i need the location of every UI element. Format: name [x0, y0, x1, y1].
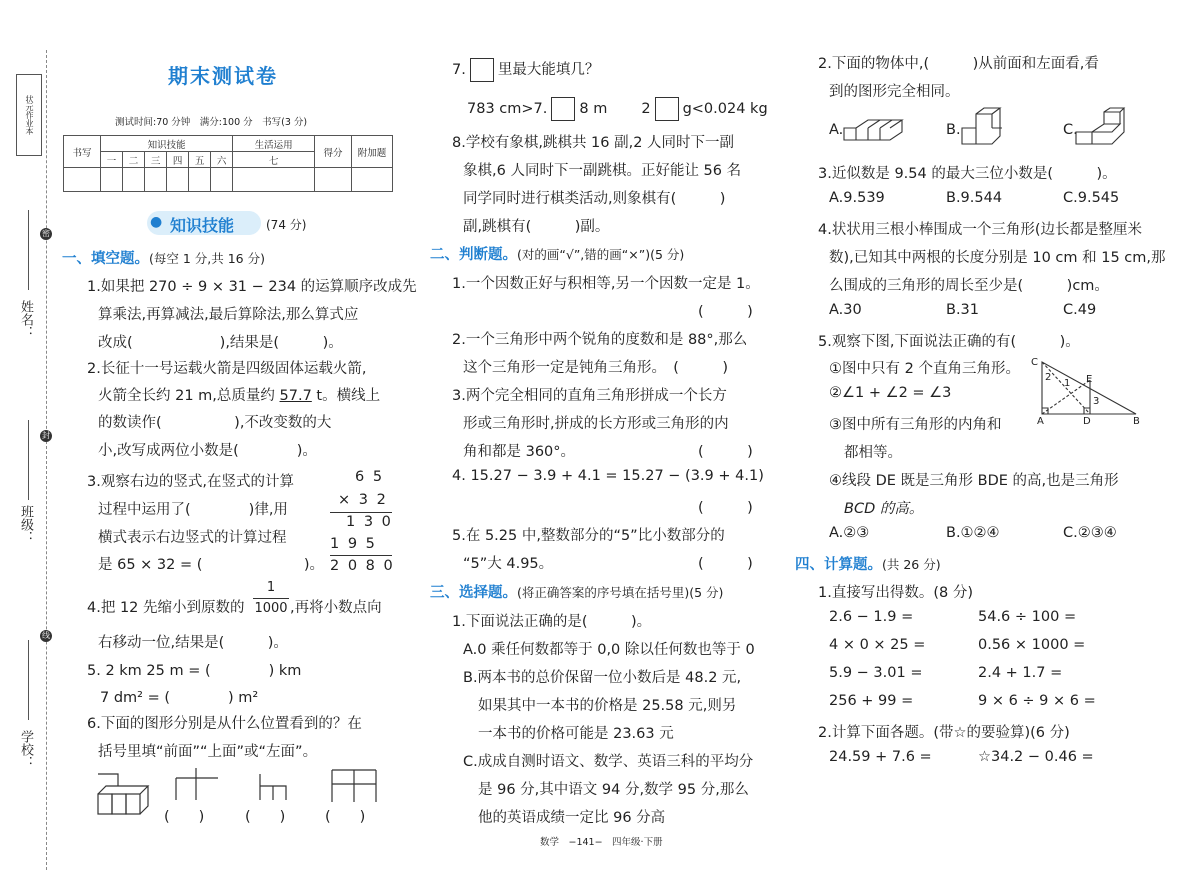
- question-text: 么围成的三角形的周长至少是( )cm。: [829, 278, 1109, 294]
- option-text: 如果其中一本书的价格是 25.58 元,则另: [478, 698, 737, 714]
- question-number: 7.: [452, 62, 466, 78]
- section-badge-label: 知识技能: [170, 216, 235, 235]
- angle-label: 3: [1093, 396, 1100, 407]
- question-text: 8 m: [579, 101, 608, 117]
- score-cell[interactable]: [211, 168, 233, 192]
- question-text: 2: [641, 101, 651, 117]
- school-line: [28, 640, 29, 720]
- question-text: 是 65 × 32 = ( )。: [98, 557, 325, 573]
- option-text: A.30: [829, 302, 862, 318]
- section-title: 三、选择题。: [430, 585, 517, 601]
- question-text: 火箭全长约 21 m,总质量约: [98, 388, 280, 404]
- answer-box[interactable]: [551, 97, 575, 121]
- question-text: 横式表示右边竖式的计算过程: [98, 530, 287, 546]
- group-zhishi: 知识技能: [101, 136, 233, 152]
- school-label: 学校：: [18, 730, 33, 769]
- score-cell[interactable]: [123, 168, 145, 192]
- answer-box[interactable]: [655, 97, 679, 121]
- option-text: C.9.545: [1063, 190, 1120, 206]
- question-text: ,再将小数点向: [290, 600, 382, 616]
- question-text: 2.长征十一号运载火箭是四级固体运载火箭,: [87, 361, 367, 377]
- question-text: 里最大能填几？: [497, 62, 600, 78]
- question-text: g<0.024 kg: [682, 101, 768, 117]
- score-cell[interactable]: [233, 168, 315, 192]
- question-text: 8.学校有象棋,跳棋共 16 副,2 人同时下一副: [452, 135, 735, 151]
- question-text: 1.下面说法正确的是( )。: [452, 614, 652, 630]
- score-cell[interactable]: [352, 168, 393, 192]
- question-text: 象棋,6 人同时下一副跳棋。正好能让 56 名: [463, 163, 742, 179]
- question-text: 5.在 5.25 中,整数部分的“5”比小数部分的: [452, 528, 725, 544]
- question-text: 5. 2 km 25 m = ( ) km: [87, 663, 302, 679]
- calc-item[interactable]: 24.59 + 7.6 =: [829, 749, 932, 765]
- col-num: 六: [211, 152, 233, 168]
- question-text: 6.下面的图形分别是从什么位置看到的？在: [87, 716, 362, 732]
- class-line: [28, 420, 29, 500]
- question-text: 括号里填“前面”“上面”或“左面”。: [98, 744, 318, 760]
- question-text: 2.计算下面各题。(带☆的要验算)(6 分): [818, 725, 1070, 741]
- option-text: A.0 乘任何数都等于 0,0 除以任何数也等于 0: [463, 642, 755, 658]
- question-text: 1.直接写出得数。(8 分): [818, 585, 973, 601]
- question-text: 4. 15.27 − 3.9 + 4.1 = 15.27 − (3.9 + 4.1): [452, 468, 764, 484]
- question-text: 783 cm>7.: [467, 101, 548, 117]
- calc-line: 1 9 5: [330, 536, 377, 552]
- question-text: 的数读作( ),不改变数的大: [98, 415, 332, 431]
- col-num: 二: [123, 152, 145, 168]
- section-note: (共 26 分): [882, 557, 941, 572]
- group-shenghuo: 生活运用: [233, 136, 315, 152]
- fraction-denominator: 1000: [254, 601, 288, 616]
- calc-line: 1 3 0: [346, 514, 393, 530]
- point-label: A: [1037, 416, 1044, 427]
- option-text: C.49: [1063, 302, 1097, 318]
- angle-label: 1: [1064, 378, 1071, 389]
- seal-marker: 密: [42, 229, 50, 238]
- statement-text: ①图中只有 2 个直角三角形。: [829, 361, 1020, 377]
- question-text: 4.状状用三根小棒围成一个三角形(边长都是整厘米: [818, 222, 1142, 238]
- question-text: “5”大 4.95。: [463, 556, 554, 572]
- calc-item[interactable]: 2.4 + 1.7 =: [978, 665, 1063, 681]
- question-text: 改成( ),结果是( )。: [98, 335, 343, 351]
- section-title: 一、填空题。: [62, 251, 149, 267]
- option-text: A.②③: [829, 525, 870, 541]
- col-defen: 得分: [315, 136, 352, 168]
- statement-text: ④线段 DE 既是三角形 BDE 的高,也是三角形: [829, 473, 1119, 489]
- test-info: 测试时间:70 分钟 满分:100 分 书写(3 分): [115, 117, 308, 128]
- col-num: 一: [101, 152, 123, 168]
- statement-text: 都相等。: [844, 445, 902, 461]
- col-num: 五: [189, 152, 211, 168]
- question-text: 1.如果把 270 ÷ 9 × 31 − 234 的运算顺序改成先: [87, 279, 417, 295]
- score-cell[interactable]: [145, 168, 167, 192]
- answer-blank[interactable]: ( ): [698, 304, 753, 320]
- name-label: 姓名：: [18, 300, 33, 339]
- question-text: 到的图形完全相同。: [829, 84, 960, 100]
- seal-marker: 封: [42, 431, 50, 440]
- statement-text: BCD 的高。: [844, 501, 924, 517]
- question-text: 5.观察下图,下面说法正确的有( )。: [818, 334, 1080, 350]
- question-text: 数),已知其中两根的长度分别是 10 cm 和 15 cm,那: [829, 250, 1166, 266]
- point-label: B: [1133, 416, 1140, 427]
- option-text: C.②③④: [1063, 525, 1117, 541]
- point-label: D: [1083, 416, 1091, 427]
- dots-icon: ●: [150, 214, 163, 230]
- col-num: 三: [145, 152, 167, 168]
- question-text: 这个三角形一定是钝角三角形。 ( ): [463, 360, 729, 376]
- page-footer: 数学 −141− 四年级·下册: [540, 837, 663, 848]
- calc-rule: [330, 512, 392, 513]
- point-label: E: [1086, 374, 1093, 385]
- answer-blank[interactable]: ( ): [245, 809, 286, 825]
- question-text: 7 dm² = ( ) m²: [100, 690, 259, 706]
- calc-line: 2 0 8 0: [330, 558, 395, 574]
- calc-rule: [330, 555, 392, 556]
- answer-blank[interactable]: ( ): [698, 500, 753, 516]
- answer-blank[interactable]: ( ): [698, 444, 753, 460]
- section-title: 四、计算题。: [795, 557, 882, 573]
- underlined-number: 57.7: [279, 388, 312, 404]
- calc-item[interactable]: 256 + 99 =: [829, 693, 914, 709]
- calc-item[interactable]: 0.56 × 1000 =: [978, 637, 1086, 653]
- brand-badge: 状元作业本: [16, 74, 42, 156]
- score-table: [63, 135, 393, 192]
- statement-text: ②∠1 + ∠2 = ∠3: [829, 385, 952, 401]
- statement-text: ③图中所有三角形的内角和: [829, 417, 1002, 433]
- class-label: 班级：: [18, 505, 33, 544]
- option-text: B.①②④: [946, 525, 1000, 541]
- calc-line: 6 5: [355, 469, 385, 485]
- option-text: 他的英语成绩一定比 96 分高: [478, 810, 666, 826]
- answer-blank[interactable]: ( ): [164, 809, 205, 825]
- option-label: B.: [946, 122, 961, 138]
- section-note: (每空 1 分,共 16 分): [149, 251, 265, 266]
- question-text: 2.一个三角形中两个锐角的度数和是 88°,那么: [452, 332, 748, 348]
- answer-blank[interactable]: ( ): [325, 809, 366, 825]
- page-title: 期末测试卷: [168, 64, 278, 88]
- calc-item[interactable]: ☆34.2 − 0.46 =: [978, 749, 1094, 765]
- seal-marker: 线: [42, 631, 50, 640]
- question-text: 2.下面的物体中,( )从前面和左面看,看: [818, 56, 1099, 72]
- solid-figures: [842, 106, 1142, 152]
- score-cell[interactable]: [189, 168, 211, 192]
- question-text: 副,跳棋有( )副。: [463, 219, 610, 235]
- calc-item[interactable]: 2.6 − 1.9 =: [829, 609, 914, 625]
- option-text: C.成成自测时语文、数学、英语三科的平均分: [463, 754, 754, 770]
- option-text: B.两本书的总价保留一位小数后是 48.2 元,: [463, 670, 742, 686]
- cut-line: [46, 50, 47, 870]
- col-shuxie: 书写: [64, 136, 101, 168]
- question-text: 小,改写成两位小数是( )。: [98, 443, 317, 459]
- option-text: 一本书的价格可能是 23.63 元: [478, 726, 674, 742]
- option-label: A.: [829, 122, 844, 138]
- col-num: 四: [167, 152, 189, 168]
- col-fujia: 附加题: [352, 136, 393, 168]
- question-text: 3.两个完全相同的直角三角形拼成一个长方: [452, 388, 727, 404]
- calc-line: × 3 2: [338, 492, 388, 508]
- calc-item[interactable]: 9 × 6 ÷ 9 × 6 =: [978, 693, 1096, 709]
- col-num: 七: [233, 152, 315, 168]
- question-text: 右移动一位,结果是( )。: [98, 635, 288, 651]
- section-note: (将正确答案的序号填在括号里)(5 分): [517, 585, 724, 600]
- question-text: 形或三角形时,拼成的长方形或三角形的内: [463, 416, 729, 432]
- angle-label: 2: [1045, 372, 1052, 383]
- question-text: 过程中运用了( )律,用: [98, 502, 288, 518]
- name-line: [28, 210, 29, 290]
- section-badge-points: (74 分): [266, 218, 307, 232]
- calc-item[interactable]: 4 × 0 × 25 =: [829, 637, 926, 653]
- answer-blank[interactable]: ( ): [698, 556, 753, 572]
- option-text: 是 96 分,其中语文 94 分,数学 95 分,那么: [478, 782, 749, 798]
- calc-item[interactable]: 5.9 − 3.01 =: [829, 665, 923, 681]
- question-text: 4.把 12 先缩小到原数的: [87, 600, 245, 616]
- score-cell[interactable]: [315, 168, 352, 192]
- score-cell[interactable]: [101, 168, 123, 192]
- score-cell[interactable]: [64, 168, 101, 192]
- point-label: C: [1031, 357, 1038, 368]
- answer-box[interactable]: [470, 58, 494, 82]
- question-text: 3.观察右边的竖式,在竖式的计算: [87, 474, 294, 490]
- option-label: C.: [1063, 122, 1078, 138]
- fraction-bar: [253, 598, 289, 599]
- section-title: 二、判断题。: [430, 247, 517, 263]
- score-cell[interactable]: [167, 168, 189, 192]
- option-text: B.9.544: [946, 190, 1003, 206]
- option-text: A.9.539: [829, 190, 885, 206]
- question-text: 算乘法,再算减法,最后算除法,那么算式应: [98, 307, 359, 323]
- question-text: 同学同时进行棋类活动,则象棋有( ): [463, 191, 726, 207]
- question-text: 3.近似数是 9.54 的最大三位小数是( )。: [818, 166, 1117, 182]
- fraction-numerator: 1: [266, 580, 276, 595]
- question-text: 角和都是 360°。: [463, 444, 576, 460]
- question-text: 1.一个因数正好与积相等,另一个因数一定是 1。: [452, 276, 760, 292]
- question-text: t。横线上: [311, 388, 381, 404]
- option-text: B.31: [946, 302, 980, 318]
- section-note: (对的画“√”,错的画“×”)(5 分): [517, 247, 685, 262]
- calc-item[interactable]: 54.6 ÷ 100 =: [978, 609, 1077, 625]
